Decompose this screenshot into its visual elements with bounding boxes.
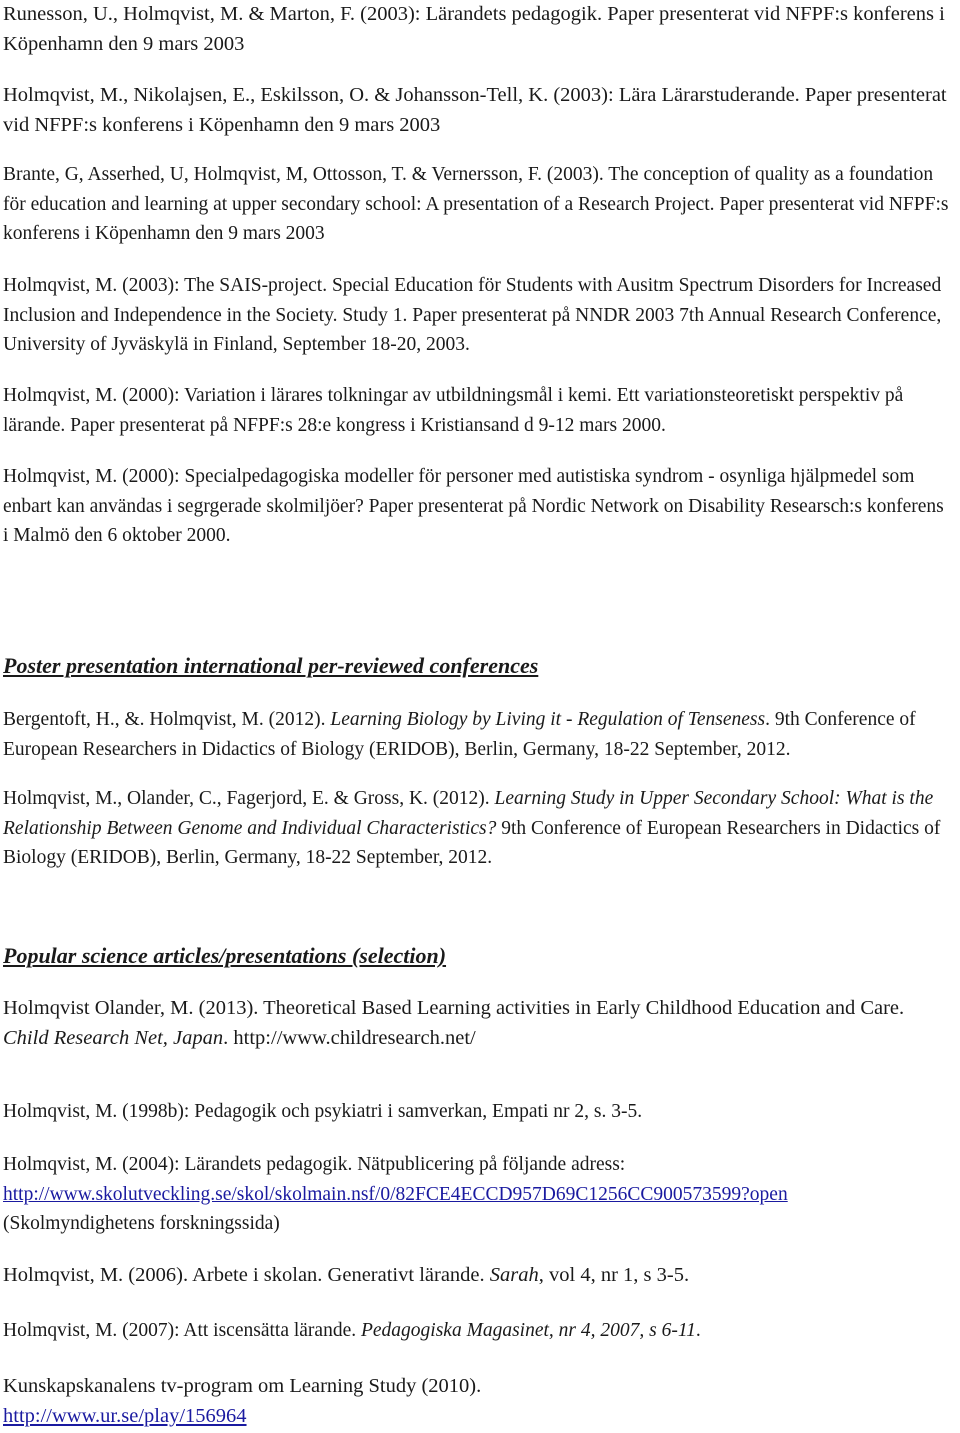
- popular-item-text: Holmqvist, M. (2004): Lärandets pedagogik. Nätpublicering på följande adress:: [3, 1154, 626, 1175]
- popular-item: [3, 1261, 953, 1291]
- popular-item-text: Kunskapskanalens tv-program om Learning Study (2010).: [3, 1375, 482, 1397]
- popular-item-end: .: [695, 1320, 701, 1341]
- reference-item: Holmqvist, M. (2000): Variation i lärares tolkningar av utbildningsmål i kemi. Ett variationsteoretiskt perspektiv på lärande. Paper presenterat på NFPF:s 28:e kongress i Kristiansand d 9-12 mars 2000.: [3, 385, 904, 436]
- popular-item-text: Holmqvist, M. (2006). Arbete i skolan. Generativt lärande.: [3, 1264, 490, 1286]
- poster-venue: 9th Conference of European Researchers in Didactics of Biology (ERIDOB), Berlin, Germany, 18-22 September, 2012.: [3, 817, 941, 868]
- reference-item: Holmqvist, M. (2003): The SAIS-project. Special Education för Students with Ausitm Spectrum Disorders for Increased Inclusion and Independence in the Society. Study 1. Paper presenterat på NNDR 2003 7th Annual Research Conference, University of Jyväskylä in Finland, September 18-20, 2003.: [3, 275, 942, 355]
- poster-item: [3, 705, 953, 764]
- popular-item-text: Holmqvist, M. (2007): Att iscensätta lärande.: [3, 1320, 361, 1341]
- poster-authors: Bergentoft, H., &. Holmqvist, M. (2012).: [3, 709, 331, 730]
- popular-item-issue: , vol 4, nr 1, s 3-5.: [538, 1264, 690, 1286]
- ur-play-link[interactable]: http://www.ur.se/play/156964: [3, 1404, 247, 1427]
- poster-item: [3, 784, 958, 873]
- reference-item: Holmqvist, M., Nikolajsen, E., Eskilsson, O. & Johansson-Tell, K. (2003): Lära Lärarstuderande. Paper presenterat vid NFPF:s konferens i Köpenhamn den 9 mars 2003: [3, 84, 947, 136]
- popular-item-journal: Pedagogiska Magasinet, nr 4, 2007, s 6-11: [360, 1320, 696, 1341]
- popular-item-note: (Skolmyndighetens forskningssida): [3, 1213, 280, 1234]
- popular-item: Holmqvist, M. (1998b): Pedagogik och psykiatri i samverkan, Empati nr 2, s. 3-5.: [3, 1101, 643, 1122]
- poster-title: Learning Biology by Living it - Regulation of Tenseness: [330, 709, 766, 730]
- poster-venue: . 9th Conference of European Researchers in Didactics of Biology (ERIDOB), Berlin, Germany, 18-22 September, 2012.: [3, 709, 916, 760]
- popular-item-journal: Child Research Net, Japan: [3, 1026, 224, 1049]
- poster-title: Learning Study in Upper Secondary School: What is the Relationship Between Genome and Individual Characteristics?: [3, 788, 934, 839]
- reference-item: Runesson, U., Holmqvist, M. & Marton, F. (2003): Lärandets pedagogik. Paper presenterat vid NFPF:s konferens i Köpenhamn den 9 mars 2003: [3, 3, 945, 55]
- poster-authors: Holmqvist, M., Olander, C., Fagerjord, E. & Gross, K. (2012).: [3, 788, 495, 809]
- reference-item: Brante, G, Asserhed, U, Holmqvist, M, Ottosson, T. & Vernersson, F. (2003). The conception of quality as a foundation för education and learning at upper secondary school: A presentation of a Research Project. Paper presenterat vid NFPF:s konferens i Köpenhamn den 9 mars 2003: [3, 164, 949, 244]
- popular-item: [3, 994, 953, 1053]
- section-heading-popular: Popular science articles/presentations (selection): [3, 943, 447, 968]
- popular-item: [3, 1372, 953, 1431]
- popular-item-text: Holmqvist Olander, M. (2013). Theoretical Based Learning activities in Early Childhood Education and Care.: [3, 997, 905, 1019]
- section-heading-poster: Poster presentation international per-reviewed conferences: [3, 653, 539, 678]
- popular-item: [3, 1150, 958, 1239]
- popular-item-journal: Sarah: [489, 1264, 539, 1286]
- popular-item-url: . http://www.childresearch.net/: [223, 1026, 476, 1049]
- reference-item: Holmqvist, M. (2000): Specialpedagogiska modeller för personer med autistiska syndrom - osynliga hjälpmedel som enbart kan användas i segrgerade skolmiljöer? Paper presenterat på Nordic Network on Disability Researsch:s konferens i Malmö den 6 oktober 2000.: [3, 466, 944, 546]
- popular-item: [3, 1316, 953, 1346]
- skolutveckling-link[interactable]: http://www.skolutveckling.se/skol/skolmain.nsf/0/82FCE4ECCD957D69C1256CC900573599?open: [3, 1183, 788, 1205]
